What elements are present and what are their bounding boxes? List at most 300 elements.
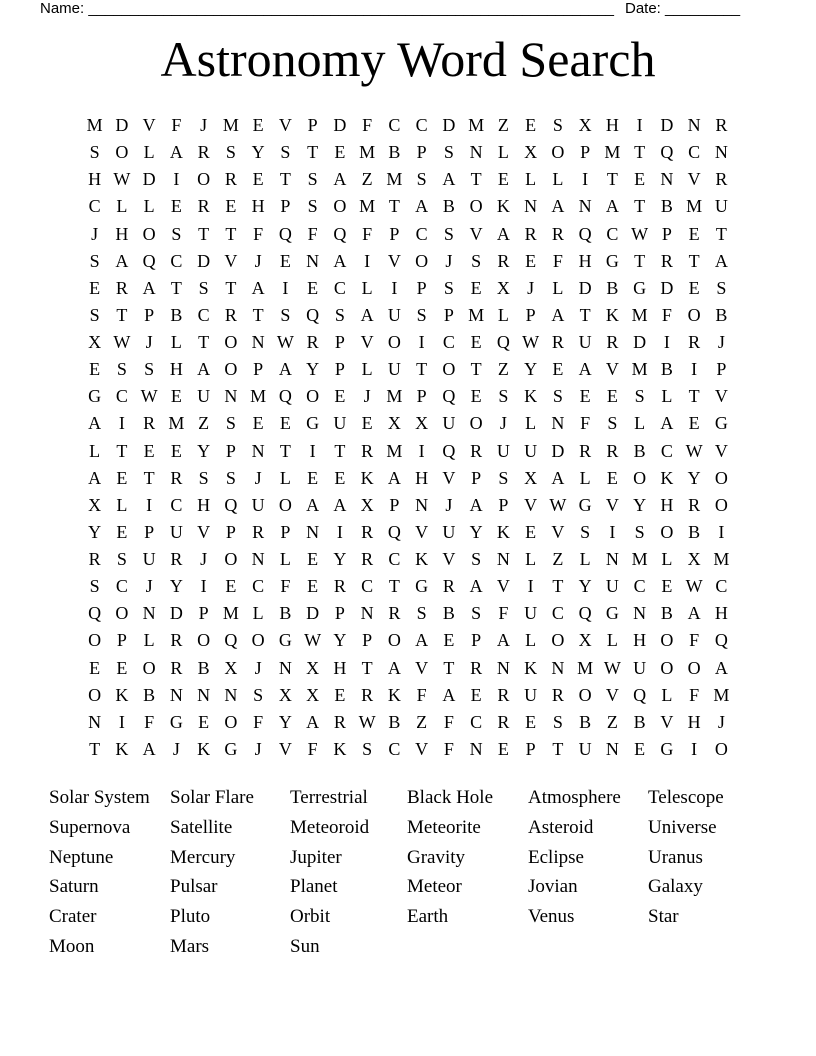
grid-letter: E xyxy=(688,223,700,244)
grid-letter: A xyxy=(306,711,320,732)
grid-letter: O xyxy=(714,738,728,759)
grid-letter: T xyxy=(388,196,400,217)
grid-letter: F xyxy=(416,684,427,705)
grid-letter: I xyxy=(282,277,289,298)
grid-letter: S xyxy=(471,603,482,624)
grid-letter: N xyxy=(714,142,728,163)
grid-letter: C xyxy=(333,277,346,298)
grid-letter: O xyxy=(469,413,483,434)
grid-letter: S xyxy=(443,277,454,298)
grid-letter: C xyxy=(115,576,128,597)
grid-letter: G xyxy=(415,576,429,597)
grid-letter: L xyxy=(525,169,537,190)
grid-letter: U xyxy=(387,304,401,325)
grid-letter: R xyxy=(660,250,673,271)
grid-letter: H xyxy=(660,494,674,515)
word-list-column xyxy=(170,783,254,962)
grid-letter: T xyxy=(443,657,455,678)
grid-letter: Y xyxy=(578,576,592,597)
grid-letter: A xyxy=(551,196,565,217)
grid-letter: B xyxy=(197,657,210,678)
grid-letter: D xyxy=(142,169,156,190)
grid-letter: W xyxy=(685,576,703,597)
grid-letter: S xyxy=(607,413,618,434)
grid-letter: U xyxy=(578,738,592,759)
grid-letter: M xyxy=(468,304,485,325)
grid-letter: N xyxy=(88,711,102,732)
grid-letter: I xyxy=(118,413,125,434)
grid-letter: B xyxy=(442,196,455,217)
grid-letter: A xyxy=(251,277,265,298)
grid-letter: C xyxy=(606,223,619,244)
grid-letter: O xyxy=(306,386,320,407)
grid-letter: L xyxy=(279,549,291,570)
grid-letter: C xyxy=(388,738,401,759)
grid-letter: P xyxy=(525,304,536,325)
word-list xyxy=(0,783,816,983)
grid-letter: Q xyxy=(387,521,401,542)
grid-letter: O xyxy=(551,630,565,651)
grid-letter: D xyxy=(169,603,183,624)
grid-letter: S xyxy=(552,386,563,407)
grid-letter: Z xyxy=(361,169,373,190)
word-list-column xyxy=(407,783,493,932)
grid-letter: S xyxy=(416,304,427,325)
grid-letter: O xyxy=(714,494,728,515)
grid-letter: T xyxy=(225,223,237,244)
grid-letter: X xyxy=(524,467,538,488)
grid-letter: M xyxy=(386,386,403,407)
grid-letter: J xyxy=(499,413,507,434)
grid-letter: O xyxy=(687,657,701,678)
grid-letter: A xyxy=(278,359,292,380)
grid-letter: E xyxy=(497,738,509,759)
grid-letter: T xyxy=(552,576,564,597)
grid-letter: U xyxy=(524,440,538,461)
grid-letter: I xyxy=(173,169,180,190)
grid-letter: E xyxy=(634,738,646,759)
grid-letter: B xyxy=(715,304,728,325)
grid-letter: E xyxy=(334,386,346,407)
grid-letter: J xyxy=(717,711,725,732)
grid-letter: W xyxy=(304,630,322,651)
grid-letter: E xyxy=(307,277,319,298)
grid-letter: I xyxy=(364,250,371,271)
grid-letter: N xyxy=(605,738,619,759)
grid-letter: N xyxy=(633,603,647,624)
grid-letter: N xyxy=(469,738,483,759)
grid-letter: N xyxy=(251,440,265,461)
grid-letter: N xyxy=(251,332,265,353)
grid-letter: N xyxy=(496,657,510,678)
grid-letter: C xyxy=(388,549,401,570)
grid-letter: C xyxy=(170,494,183,515)
grid-letter: S xyxy=(443,142,454,163)
grid-letter: B xyxy=(279,603,292,624)
grid-letter: C xyxy=(388,115,401,136)
grid-letter: G xyxy=(306,413,320,434)
grid-letter: E xyxy=(525,250,537,271)
grid-letter: J xyxy=(445,494,453,515)
grid-letter: M xyxy=(359,196,376,217)
grid-letter: W xyxy=(685,440,703,461)
grid-letter: E xyxy=(661,576,673,597)
grid-letter: J xyxy=(145,332,153,353)
grid-letter: R xyxy=(361,440,374,461)
grid-letter: E xyxy=(470,386,482,407)
grid-letter: E xyxy=(307,467,319,488)
grid-letter: K xyxy=(605,304,619,325)
grid-letter: O xyxy=(251,630,265,651)
grid-letter: F xyxy=(580,413,591,434)
grid-letter: R xyxy=(497,711,510,732)
grid-letter: V xyxy=(524,494,538,515)
grid-letter: A xyxy=(687,603,701,624)
grid-letter: R xyxy=(333,576,346,597)
grid-letter: Q xyxy=(633,684,647,705)
grid-letter: U xyxy=(197,386,211,407)
grid-letter: U xyxy=(169,521,183,542)
grid-letter: F xyxy=(689,684,700,705)
grid-letter: E xyxy=(443,630,455,651)
grid-letter: N xyxy=(469,142,483,163)
grid-letter: F xyxy=(144,711,155,732)
grid-letter: F xyxy=(253,223,264,244)
word-list-item: Galaxy xyxy=(648,876,703,898)
word-list-column xyxy=(528,783,621,932)
grid-letter: T xyxy=(334,440,346,461)
grid-letter: F xyxy=(362,223,373,244)
grid-letter: D xyxy=(442,115,456,136)
grid-letter: V xyxy=(496,576,510,597)
grid-letter: I xyxy=(691,359,698,380)
grid-letter: G xyxy=(578,494,592,515)
grid-letter: O xyxy=(197,169,211,190)
grid-letter: L xyxy=(579,549,591,570)
grid-letter: E xyxy=(225,196,237,217)
grid-letter: T xyxy=(579,304,591,325)
word-list-item: Crater xyxy=(49,906,97,928)
grid-letter: V xyxy=(197,521,211,542)
grid-letter: X xyxy=(360,494,374,515)
grid-letter: S xyxy=(225,467,236,488)
grid-letter: S xyxy=(443,223,454,244)
grid-letter: M xyxy=(713,684,730,705)
grid-letter: R xyxy=(470,440,483,461)
grid-letter: N xyxy=(360,603,374,624)
grid-letter: O xyxy=(387,332,401,353)
grid-letter: X xyxy=(306,657,320,678)
grid-letter: J xyxy=(445,250,453,271)
grid-letter: U xyxy=(524,684,538,705)
grid-letter: A xyxy=(88,413,102,434)
grid-letter: V xyxy=(605,684,619,705)
grid-letter: R xyxy=(442,576,455,597)
grid-letter: V xyxy=(415,521,429,542)
grid-letter: Q xyxy=(442,440,456,461)
grid-letter: O xyxy=(633,467,647,488)
grid-letter: V xyxy=(714,440,728,461)
grid-letter: N xyxy=(578,196,592,217)
grid-letter: V xyxy=(142,115,156,136)
grid-letter: V xyxy=(360,332,374,353)
grid-letter: P xyxy=(471,630,482,651)
grid-letter: O xyxy=(142,223,156,244)
word-list-item: Pluto xyxy=(170,906,211,928)
grid-letter: S xyxy=(498,386,509,407)
grid-letter: V xyxy=(660,711,674,732)
grid-letter: I xyxy=(200,576,207,597)
grid-letter: U xyxy=(333,413,347,434)
grid-letter: O xyxy=(660,657,674,678)
grid-letter: E xyxy=(470,277,482,298)
grid-letter: E xyxy=(470,332,482,353)
grid-letter: K xyxy=(333,738,347,759)
grid-letter: S xyxy=(307,196,318,217)
grid-letter: A xyxy=(333,169,347,190)
name-label: Name: xyxy=(40,0,85,17)
grid-letter: Z xyxy=(606,711,618,732)
grid-letter: U xyxy=(442,413,456,434)
grid-letter: E xyxy=(170,386,182,407)
grid-letter: N xyxy=(524,196,538,217)
grid-letter: K xyxy=(360,467,374,488)
grid-letter: T xyxy=(416,359,428,380)
name-blank-line: _______________________________________________________________ xyxy=(88,0,614,17)
grid-letter: V xyxy=(442,467,456,488)
grid-letter: O xyxy=(469,196,483,217)
grid-letter: B xyxy=(633,440,646,461)
grid-letter: M xyxy=(386,440,403,461)
grid-letter: S xyxy=(307,169,318,190)
grid-letter: Q xyxy=(278,223,292,244)
grid-letter: P xyxy=(416,277,427,298)
grid-letter: S xyxy=(716,277,727,298)
grid-letter: J xyxy=(254,738,262,759)
grid-letter: P xyxy=(471,467,482,488)
grid-letter: R xyxy=(361,549,374,570)
grid-letter: M xyxy=(222,603,239,624)
grid-letter: T xyxy=(634,196,646,217)
grid-letter: O xyxy=(88,630,102,651)
word-list-item: Asteroid xyxy=(528,816,594,838)
grid-letter: U xyxy=(387,359,401,380)
grid-letter: S xyxy=(580,521,591,542)
grid-letter: H xyxy=(633,630,647,651)
grid-letter: Y xyxy=(333,549,347,570)
grid-letter: P xyxy=(198,603,209,624)
grid-letter: H xyxy=(251,196,265,217)
grid-letter: B xyxy=(688,521,701,542)
grid-letter: V xyxy=(415,657,429,678)
grid-letter: R xyxy=(551,684,564,705)
grid-letter: P xyxy=(443,304,454,325)
grid-letter: S xyxy=(280,304,291,325)
grid-letter: L xyxy=(525,549,537,570)
grid-letter: X xyxy=(278,684,292,705)
grid-letter: E xyxy=(307,576,319,597)
grid-letter: M xyxy=(713,549,730,570)
grid-letter: C xyxy=(715,576,728,597)
grid-letter: C xyxy=(361,576,374,597)
grid-letter: A xyxy=(333,250,347,271)
grid-letter: A xyxy=(442,684,456,705)
grid-letter: G xyxy=(660,738,674,759)
grid-letter: O xyxy=(578,684,592,705)
grid-letter: E xyxy=(525,711,537,732)
grid-letter: R xyxy=(579,440,592,461)
grid-letter: S xyxy=(198,467,209,488)
grid-letter: X xyxy=(224,657,238,678)
grid-letter: Z xyxy=(416,711,428,732)
grid-letter: Y xyxy=(524,359,538,380)
word-list-item: Solar Flare xyxy=(170,787,254,808)
grid-letter: R xyxy=(224,304,237,325)
grid-letter: Q xyxy=(333,223,347,244)
grid-letter: O xyxy=(197,630,211,651)
grid-letter: U xyxy=(578,332,592,353)
grid-letter: G xyxy=(714,413,728,434)
grid-letter: P xyxy=(580,142,591,163)
grid-letter: P xyxy=(334,603,345,624)
grid-letter: P xyxy=(144,304,155,325)
grid-letter: T xyxy=(634,142,646,163)
grid-letter: T xyxy=(143,467,155,488)
grid-letter: U xyxy=(605,576,619,597)
grid-letter: A xyxy=(551,467,565,488)
grid-letter: N xyxy=(197,684,211,705)
grid-letter: V xyxy=(278,115,292,136)
grid-letter: X xyxy=(578,115,592,136)
grid-letter: M xyxy=(577,657,594,678)
grid-letter: K xyxy=(415,549,429,570)
grid-letter: E xyxy=(143,440,155,461)
grid-letter: R xyxy=(170,657,183,678)
grid-letter: D xyxy=(578,277,592,298)
grid-letter: F xyxy=(362,115,373,136)
grid-letter: C xyxy=(252,576,265,597)
grid-letter: I xyxy=(418,332,425,353)
grid-letter: B xyxy=(660,603,673,624)
grid-letter: V xyxy=(442,549,456,570)
date-label: Date: xyxy=(625,0,661,17)
grid-letter: C xyxy=(170,250,183,271)
grid-letter: M xyxy=(168,413,185,434)
grid-letter: R xyxy=(170,630,183,651)
grid-letter: O xyxy=(278,494,292,515)
grid-letter: O xyxy=(442,359,456,380)
grid-letter: J xyxy=(717,332,725,353)
grid-letter: M xyxy=(86,115,103,136)
grid-letter: G xyxy=(224,738,238,759)
grid-letter: T xyxy=(198,223,210,244)
grid-letter: T xyxy=(225,277,237,298)
grid-letter: C xyxy=(88,196,101,217)
grid-letter: J xyxy=(363,386,371,407)
grid-letter: P xyxy=(280,196,291,217)
grid-letter: T xyxy=(388,576,400,597)
grid-letter: S xyxy=(280,142,291,163)
grid-letter: S xyxy=(225,413,236,434)
word-list-item: Venus xyxy=(528,906,575,928)
grid-letter: E xyxy=(279,250,291,271)
grid-letter: P xyxy=(716,359,727,380)
grid-letter: L xyxy=(661,386,673,407)
grid-letter: E xyxy=(334,142,346,163)
grid-letter: S xyxy=(634,386,645,407)
grid-letter: E xyxy=(579,386,591,407)
grid-letter: N xyxy=(306,250,320,271)
grid-letter: D xyxy=(660,277,674,298)
grid-letter: M xyxy=(468,115,485,136)
grid-letter: C xyxy=(442,332,455,353)
grid-letter: S xyxy=(116,359,127,380)
grid-letter: I xyxy=(663,332,670,353)
grid-letter: E xyxy=(170,196,182,217)
grid-letter: T xyxy=(470,169,482,190)
grid-letter: I xyxy=(691,738,698,759)
word-list-item: Satellite xyxy=(170,816,233,838)
grid-letter: F xyxy=(307,223,318,244)
grid-letter: N xyxy=(142,603,156,624)
grid-letter: H xyxy=(578,250,592,271)
grid-letter: P xyxy=(307,115,318,136)
grid-letter: U xyxy=(251,494,265,515)
grid-letter: Y xyxy=(469,521,483,542)
grid-letter: S xyxy=(89,250,100,271)
grid-letter: N xyxy=(496,549,510,570)
grid-letter: N xyxy=(605,549,619,570)
grid-letter: P xyxy=(225,521,236,542)
grid-letter: M xyxy=(250,386,267,407)
grid-letter: L xyxy=(89,440,101,461)
grid-letter: V xyxy=(469,223,483,244)
grid-letter: E xyxy=(334,467,346,488)
grid-letter: A xyxy=(442,169,456,190)
grid-letter: I xyxy=(636,115,643,136)
grid-letter: R xyxy=(170,549,183,570)
word-list-item: Mercury xyxy=(170,846,236,868)
grid-letter: L xyxy=(170,332,182,353)
grid-letter: B xyxy=(170,304,183,325)
grid-letter: A xyxy=(197,359,211,380)
grid-letter: P xyxy=(362,630,373,651)
grid-letter: P xyxy=(280,521,291,542)
grid-letter: S xyxy=(471,549,482,570)
grid-letter: L xyxy=(579,467,591,488)
grid-letter: E xyxy=(116,521,128,542)
grid-letter: L xyxy=(661,684,673,705)
grid-letter: F xyxy=(443,711,454,732)
grid-letter: A xyxy=(578,359,592,380)
grid-letter: W xyxy=(358,711,376,732)
grid-letter: E xyxy=(279,413,291,434)
grid-letter: L xyxy=(361,359,373,380)
grid-letter: L xyxy=(279,467,291,488)
grid-letter: Q xyxy=(306,304,320,325)
grid-letter: L xyxy=(525,413,537,434)
grid-letter: F xyxy=(552,250,563,271)
grid-letter: A xyxy=(496,223,510,244)
grid-letter: E xyxy=(89,277,101,298)
grid-letter: B xyxy=(442,603,455,624)
grid-letter: X xyxy=(88,494,102,515)
grid-letter: B xyxy=(388,711,401,732)
grid-letter: K xyxy=(524,657,538,678)
grid-letter: I xyxy=(118,711,125,732)
grid-letter: P xyxy=(416,386,427,407)
grid-letter: E xyxy=(552,359,564,380)
